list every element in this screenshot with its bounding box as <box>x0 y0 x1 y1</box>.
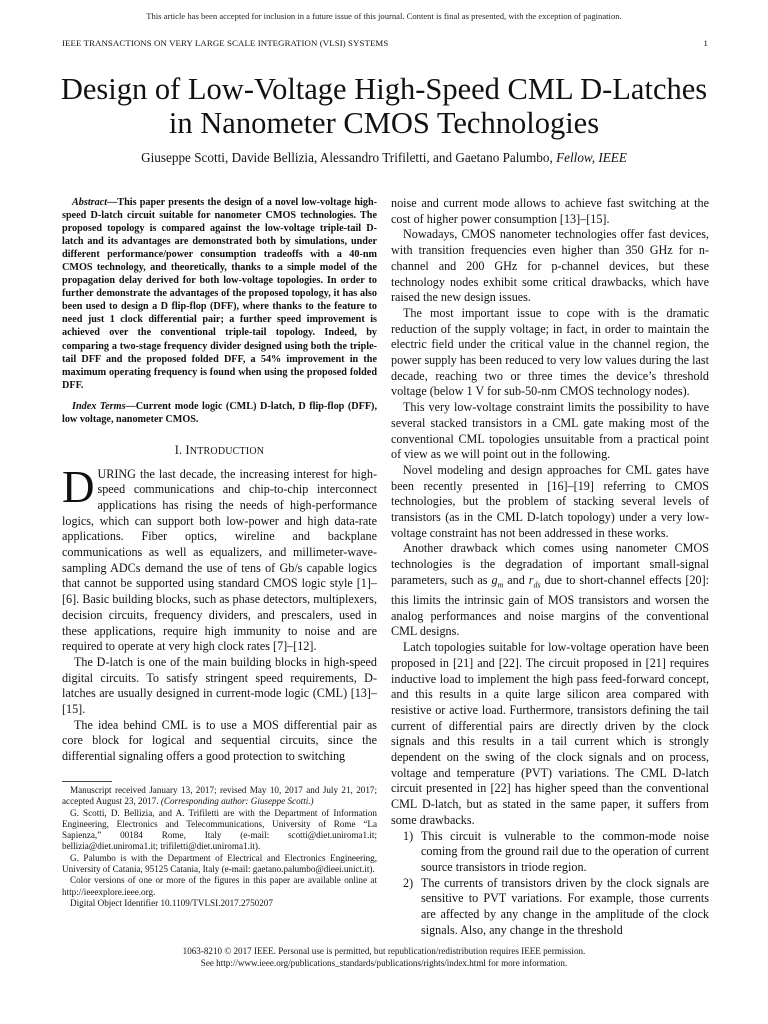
right-paragraph-3: This very low-voltage constraint limits the possibility to have several stacked transistors in a CML gate making most of the conventional CML topologies unsuitable from a practical point of view as we will point out in the following. <box>391 400 709 462</box>
right-paragraph-0: noise and current mode allows to achieve fast switching at the cost of higher power consumption [13]–[15]. <box>391 196 709 226</box>
footnote-doi: Digital Object Identifier 10.1109/TVLSI.2017.2750207 <box>70 897 273 908</box>
right-paragraph-5: Another drawback which comes using nanometer CMOS technologies is the degradation of important small-signal parameters, such as $g_m$ and $r_{ds}$ due to short-channel effects [20]: this limits the intrinsic gain of MOS transistors and worsen the analog performances and noise margins of the conventional CML designs. <box>391 541 709 639</box>
acceptance-notice: This article has been accepted for inclusion in a future issue of this journal. Content is final as presented, with the exception of pagination. <box>146 11 622 21</box>
section-heading-introduction: I. INTRODUCTION <box>174 442 265 457</box>
list-item-1: 1) This circuit is vulnerable to the common-mode noise coming from the ground rail due to the operation of current source transistors in triode region. <box>403 828 709 874</box>
right-paragraph-1: Nowadays, CMOS nanometer technologies offer fast devices, with transition frequencies even higher than 350 GHz for n-channel and 200 GHz for p-channel devices, but these technology nodes exhibit some critical drawbacks, which have raised the new design issues. <box>391 227 709 305</box>
symbol-gm: $g_m$ <box>491 572 504 590</box>
title-line-1: Design of Low-Voltage High-Speed CML D-Latches <box>60 72 708 106</box>
copyright-notice <box>0 946 768 969</box>
intro-paragraph-2: The D-latch is one of the main building blocks in high-speed digital circuits. To satisfy stringent speed requirements, D-latches are usually designed in current-mode logic (CML) [13]–[15]. <box>62 654 377 717</box>
intro-paragraph-3: The idea behind CML is to use a MOS differential pair as core block for logical and sequential circuits, since the differential signaling offers a good protection to switching <box>62 717 377 764</box>
running-head <box>62 38 708 48</box>
footnote-affiliation-2: G. Palumbo is with the Department of Electrical and Electronics Engineering, University of Catania, 95125 Catania, Italy (e-mail: gaetano.palumbo@dieei.unict.it). <box>62 852 377 875</box>
right-paragraph-2: The most important issue to cope with is the dramatic reduction of the supply voltage; in fact, in order to maintain the electric field under the critical value in the channel region, the power supply has been reduced to very low values during the last decade, reaching two or three times the device’s threshold voltage (below 1 V for sub-50-nm CMOS technology nodes). <box>391 305 709 399</box>
page-number: 1 <box>703 38 708 48</box>
abstract-text: This paper presents the design of a novel low-voltage high-speed D-latch circuit suitable for nanometer CMOS technologies. The proposed topology is compared against the low-voltage triple-tail D-latch and its advantages are demonstrated both by simulations, under different performance/power consumption tradeoffs with a 40-nm CMOS technology, and theoretically, thanks to a simple model of the propagation delay derived for both low-voltage topologies. In order to further demonstrate the advantages of the proposed topology, it has also been used to design a D flip-flop (DFF), where thanks to the feature to need just 1 clock differential pair; a further speed improvement is achieved over the conventional triple-tail topology. Indeed, by comparing a two-stage frequency divider designed using both the triple-tail DFF and the proposed folded DFF, a 54% improvement in the maximum operating frequency is found when using the proposed folded DFF. <box>62 197 377 391</box>
footnote-color: Color versions of one or more of the figures in this paper are available online at http://ieeexplore.ieee.org. <box>62 875 377 897</box>
footnotes <box>62 785 377 909</box>
copyright-line-2: See http://www.ieee.org/publications_standards/publications/rights/index.html for more information. <box>200 957 568 968</box>
footnote-affiliation-1: G. Scotti, D. Bellizia, and A. Trifiletti are with the Department of Information Engineering, Electronics and Telecommunications, University of Rome “La Sapienza,” 00184 Rome, Italy (e-mail: scotti@diet.uniroma1.it; bellizia@diet.uniroma1.it; trifiletti@diet.uniroma1.it). <box>62 807 377 852</box>
author-grade: Fellow, IEEE <box>556 150 627 165</box>
copyright-line-1: 1063-8210 © 2017 IEEE. Personal use is permitted, but republication/redistribution requires IEEE permission. <box>182 946 586 956</box>
index-terms-label: Index Terms <box>72 400 126 412</box>
left-column <box>62 196 377 765</box>
title-line-2: in Nanometer CMOS Technologies <box>168 106 600 140</box>
right-paragraph-4: Novel modeling and design approaches for CML gates have been recently presented in [16]–[19] referring to CMOS technologies, but the problem of stacking several levels of transistors (as in the CML D-latch topology) under a very low-voltage constraint has not been addressed in these works. <box>391 462 709 540</box>
footnote-rule <box>62 781 112 782</box>
footnote-manuscript: Manuscript received January 13, 2017; revised May 10, 2017 and July 21, 2017; accepted August 23, 2017. (Corresponding author: Giuseppe Scotti.) <box>62 785 377 807</box>
author-names: Giuseppe Scotti, Davide Bellizia, Alessandro Trifiletti, and Gaetano Palumbo, <box>141 150 553 165</box>
right-paragraph-6: Latch topologies suitable for low-voltage operation have been proposed in [21] and [22]. The circuit proposed in [21] requires inductive load to implement the high pass feed-forward concept, and this results in a quite large silicon area compared with resistive or active load. Furthermore, transistors defining the tail current of differential pairs are directly driven by the clock signals and this results in a tail current which is strongly dependent on the swing of the clock signals and on process, voltage and temperature (PVT) variations. The CML D-latch circuit presented in [22] has higher speed than the conventional CML D-latch, but as stated in the same paper, it suffers from some drawbacks. <box>391 640 709 827</box>
journal-name: IEEE TRANSACTIONS ON VERY LARGE SCALE INTEGRATION (VLSI) SYSTEMS <box>62 38 389 48</box>
list-item-2: 2) The currents of transistors driven by the clock signals are sensitive to PVT variations. For example, those currents are affected by any change in the amplitude of the clock signals. Also, any change in the threshold <box>403 875 709 937</box>
drop-cap: D <box>62 461 95 512</box>
intro-paragraph-1: DURING the last decade, the increasing interest for high-speed communications and chip-to-chip interconnect applications has rising the needs of high-performance logics, which can support both low-power and high data-rate applications. Fiber optics, wireline and backplane communications as well as equalizers, and millimeter-wave-sampling ADCs demand the use of tens of Gb/s capable logics that cannot be supported using standard CMOS logic style [1]–[6]. Basic building blocks, such as phase detectors, multiplexers, decision circuits, frequency dividers, and prescalers, used in these applications, require high immunity to noise and are required to operate at very high clock rates [7]–[12]. <box>62 461 377 654</box>
index-terms: Index Terms—Current mode logic (CML) D-latch, D flip-flop (DFF), low voltage, nanometer CMOS. <box>62 400 377 425</box>
symbol-rds: $r_{ds}$ <box>528 572 541 590</box>
author-list <box>0 150 768 166</box>
right-column <box>391 196 709 938</box>
abstract: Abstract—This paper presents the design of a novel low-voltage high-speed D-latch circuit suitable for nanometer CMOS technologies. The proposed topology is compared against the low-voltage triple-tail D-latch and its advantages are demonstrated both by simulations, under different performance/power consumption tradeoffs with a 40-nm CMOS technology, and theoretically, thanks to a simple model of the propagation delay derived for both low-voltage topologies. In order to further demonstrate the advantages of the proposed topology, it has also been used to design a D flip-flop (DFF), where thanks to the feature to need just 1 clock differential pair; a further speed improvement is achieved over the conventional triple-tail topology. Indeed, by comparing a two-stage frequency divider designed using both the triple-tail DFF and the proposed folded DFF, a 54% improvement in the maximum operating frequency is found when using the proposed folded DFF. <box>62 197 377 391</box>
paper-title <box>0 72 768 140</box>
index-terms-text: Current mode logic (CML) D-latch, D flip-flop (DFF), low voltage, nanometer CMOS. <box>62 400 377 425</box>
abstract-label: Abstract <box>72 197 108 208</box>
